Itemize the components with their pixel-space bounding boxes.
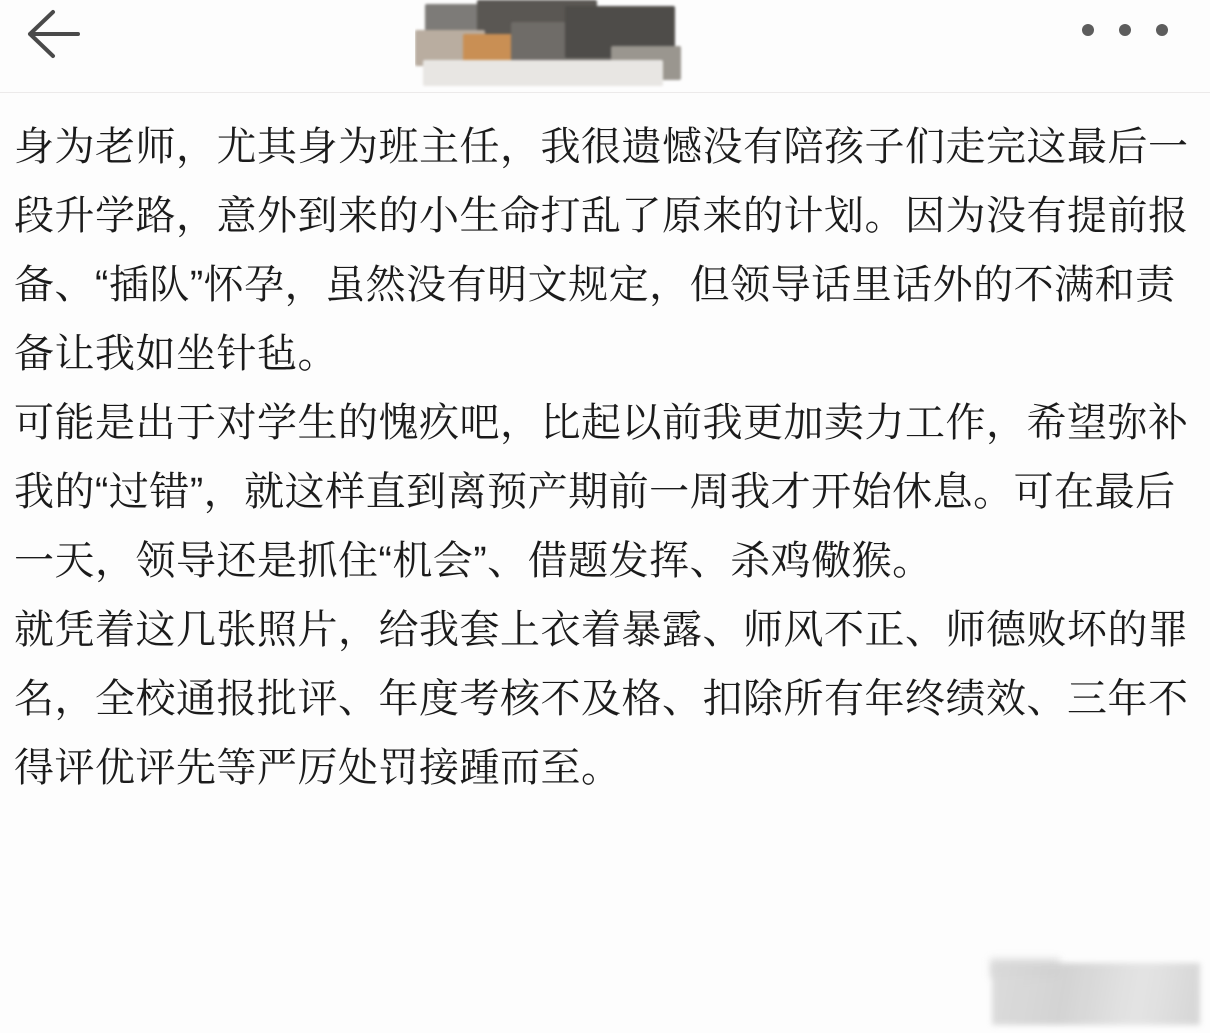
article-paragraph: 可能是出于对学生的愧疚吧，比起以前我更加卖力工作，希望弥补我的“过错”，就这样直到离预产期前一周我才开始休息。可在最后一天，领导还是抓住“机会”、借题发挥、杀鸡儆猴。 — [14, 401, 1189, 583]
more-options-icon[interactable] — [1082, 10, 1168, 50]
article-paragraph: 身为老师，尤其身为班主任，我很遗憾没有陪孩子们走完这最后一段升学路，意外到来的小生命打乱了原来的计划。因为没有提前报备、“插队”怀孕，虽然没有明文规定，但领导话里话外的不满和责备让我如坐针毡。 — [14, 125, 1189, 376]
back-arrow-icon[interactable] — [20, 6, 86, 62]
article-paragraph: 就凭着这几张照片，给我套上衣着暴露、师风不正、师德败坏的罪名，全校通报批评、年度考核不及格、扣除所有年终绩效、三年不得评优评先等严厉处罚接踵而至。 — [14, 608, 1189, 790]
top-bar — [0, 0, 1210, 93]
more-dot — [1082, 24, 1094, 36]
blurred-watermark — [992, 963, 1200, 1025]
more-dot — [1119, 24, 1131, 36]
article-body — [0, 93, 1210, 1033]
blurred-photo-thumbnail[interactable] — [415, 0, 690, 88]
more-dot — [1156, 24, 1168, 36]
